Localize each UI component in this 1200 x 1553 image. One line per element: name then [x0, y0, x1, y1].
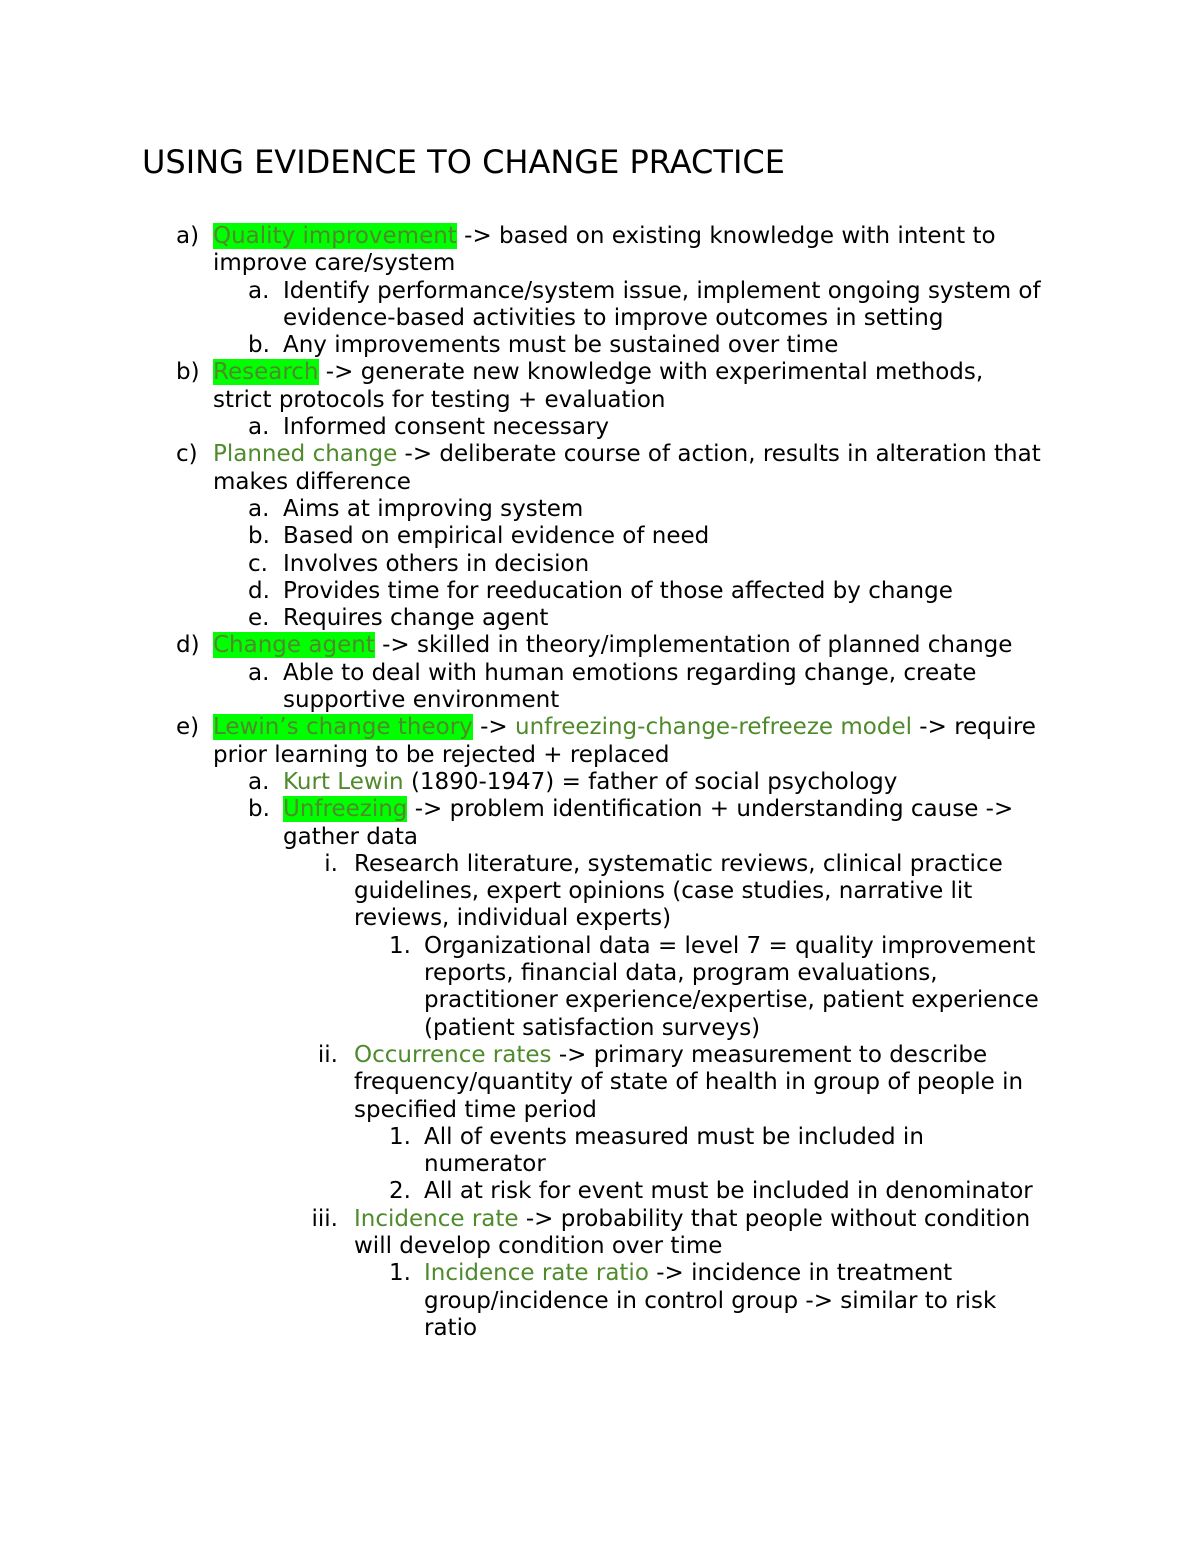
key-term: Occurrence rates [354, 1041, 552, 1068]
item-description: Based on empirical evidence of need [283, 523, 710, 550]
item-description: Able to deal with human emotions regarding change, create supportive environment [283, 659, 977, 714]
item-description: Informed consent necessary [283, 414, 610, 441]
list-marker: iii. [311, 1205, 338, 1232]
list-item-text [283, 796, 1043, 851]
list-item [0, 441, 1073, 496]
list-item [0, 632, 1073, 659]
list-marker: e. [248, 605, 270, 632]
list-marker: a. [248, 495, 270, 522]
item-description: -> probability that people without condition will develop condition over time [354, 1205, 1031, 1259]
key-term: Planned change [213, 441, 398, 468]
list-item-text [213, 223, 1043, 278]
key-term: unfreezing-change-refreeze model [515, 714, 912, 741]
list-marker: b. [248, 332, 270, 359]
item-description: (1890-1947) = father of social psychology [403, 768, 898, 795]
list-marker: a. [248, 277, 270, 304]
item-description: Requires change agent [283, 605, 549, 632]
list-item [0, 1178, 1084, 1205]
list-item [0, 278, 1073, 333]
list-item [0, 1042, 1054, 1124]
list-item-text [424, 1260, 1034, 1342]
list-item [0, 223, 1043, 278]
list-marker: a. [248, 768, 270, 795]
list-item-text [354, 1206, 1054, 1261]
item-description: -> require prior learning to be rejected + replaced [213, 714, 1036, 768]
list-item [0, 714, 1073, 769]
list-item [0, 605, 1073, 632]
list-item-text [213, 632, 1073, 659]
list-item [0, 578, 1073, 605]
item-description: Organizational data = level 7 = quality improvement reports, financial data, program evaluations, practitioner experience/expertise, patient experience (patient satisfaction surveys) [424, 932, 1039, 1041]
outline-list [0, 223, 1200, 1342]
list-marker: e) [176, 714, 200, 741]
item-description: Any improvements must be sustained over time [283, 332, 839, 359]
list-marker: 1. [389, 1260, 411, 1287]
list-marker: a. [248, 414, 270, 441]
item-description: -> skilled in theory/implementation of planned change [374, 632, 1013, 659]
item-description: -> [472, 714, 515, 741]
list-marker: 2. [389, 1178, 411, 1205]
item-description: -> generate new knowledge with experimental methods, strict protocols for testing + evaluation [213, 359, 984, 413]
list-item [0, 933, 1064, 1042]
item-description: -> deliberate course of action, results in alteration that makes difference [213, 441, 1041, 495]
list-item [0, 359, 1013, 414]
list-item-text [283, 769, 1073, 796]
list-item [0, 1124, 984, 1179]
item-description: Identify performance/system issue, implement ongoing system of evidence-based activities to improve outcomes in setting [283, 277, 1041, 331]
item-description: -> based on existing knowledge with intent to improve care/system [213, 223, 996, 277]
list-item [0, 332, 1073, 359]
highlighted-term: Research [213, 359, 319, 386]
list-item [0, 660, 1013, 715]
list-marker: c. [248, 550, 268, 577]
list-item-text [354, 1042, 1054, 1124]
highlighted-term: Unfreezing [283, 796, 408, 823]
list-marker: i. [324, 850, 338, 877]
list-marker: d) [176, 632, 200, 659]
item-description: All of events measured must be included in numerator [424, 1123, 924, 1178]
item-description: Research literature, systematic reviews, clinical practice guidelines, expert opinions (case studies, narrative lit reviews, individual experts) [354, 850, 1003, 932]
item-description: Aims at improving system [283, 495, 584, 522]
list-marker: ii. [317, 1041, 338, 1068]
highlighted-term: Quality improvement [213, 223, 457, 249]
page-title: USING EVIDENCE TO CHANGE PRACTICE [142, 143, 785, 181]
item-description: All at risk for event must be included in denominator [424, 1178, 1033, 1205]
list-item-text [213, 359, 1013, 414]
key-term: Incidence rate ratio [424, 1260, 649, 1287]
list-item [0, 523, 1073, 550]
list-item-text [213, 441, 1073, 496]
key-term: Incidence rate [354, 1205, 519, 1232]
highlighted-term: Change agent [213, 632, 375, 659]
highlighted-term: Lewin’s change theory [213, 714, 473, 741]
list-item [0, 796, 1043, 851]
item-description: -> problem identification + understanding cause -> gather data [283, 796, 1014, 850]
list-item [0, 851, 1034, 933]
list-item-text [213, 714, 1073, 769]
list-item [0, 414, 1073, 441]
list-marker: b. [248, 796, 270, 823]
list-marker: b) [176, 359, 200, 386]
list-marker: a. [248, 659, 270, 686]
list-marker: 1. [389, 1123, 411, 1150]
list-marker: a) [176, 223, 200, 249]
list-marker: c) [176, 441, 198, 468]
list-marker: d. [248, 577, 270, 604]
item-description: Involves others in decision [283, 550, 590, 577]
list-marker: b. [248, 523, 270, 550]
key-term: Kurt Lewin [283, 768, 404, 795]
item-description: Provides time for reeducation of those affected by change [283, 577, 953, 604]
item-description: -> primary measurement to describe frequency/quantity of state of health in group of people in specified time period [354, 1041, 1024, 1123]
list-item [0, 551, 1073, 578]
list-item [0, 769, 1073, 796]
list-item [0, 496, 1073, 523]
item-description: -> incidence in treatment group/incidence in control group -> similar to risk ratio [424, 1260, 997, 1341]
list-marker: 1. [389, 932, 411, 959]
list-item [0, 1206, 1054, 1261]
list-item [0, 1260, 1034, 1342]
